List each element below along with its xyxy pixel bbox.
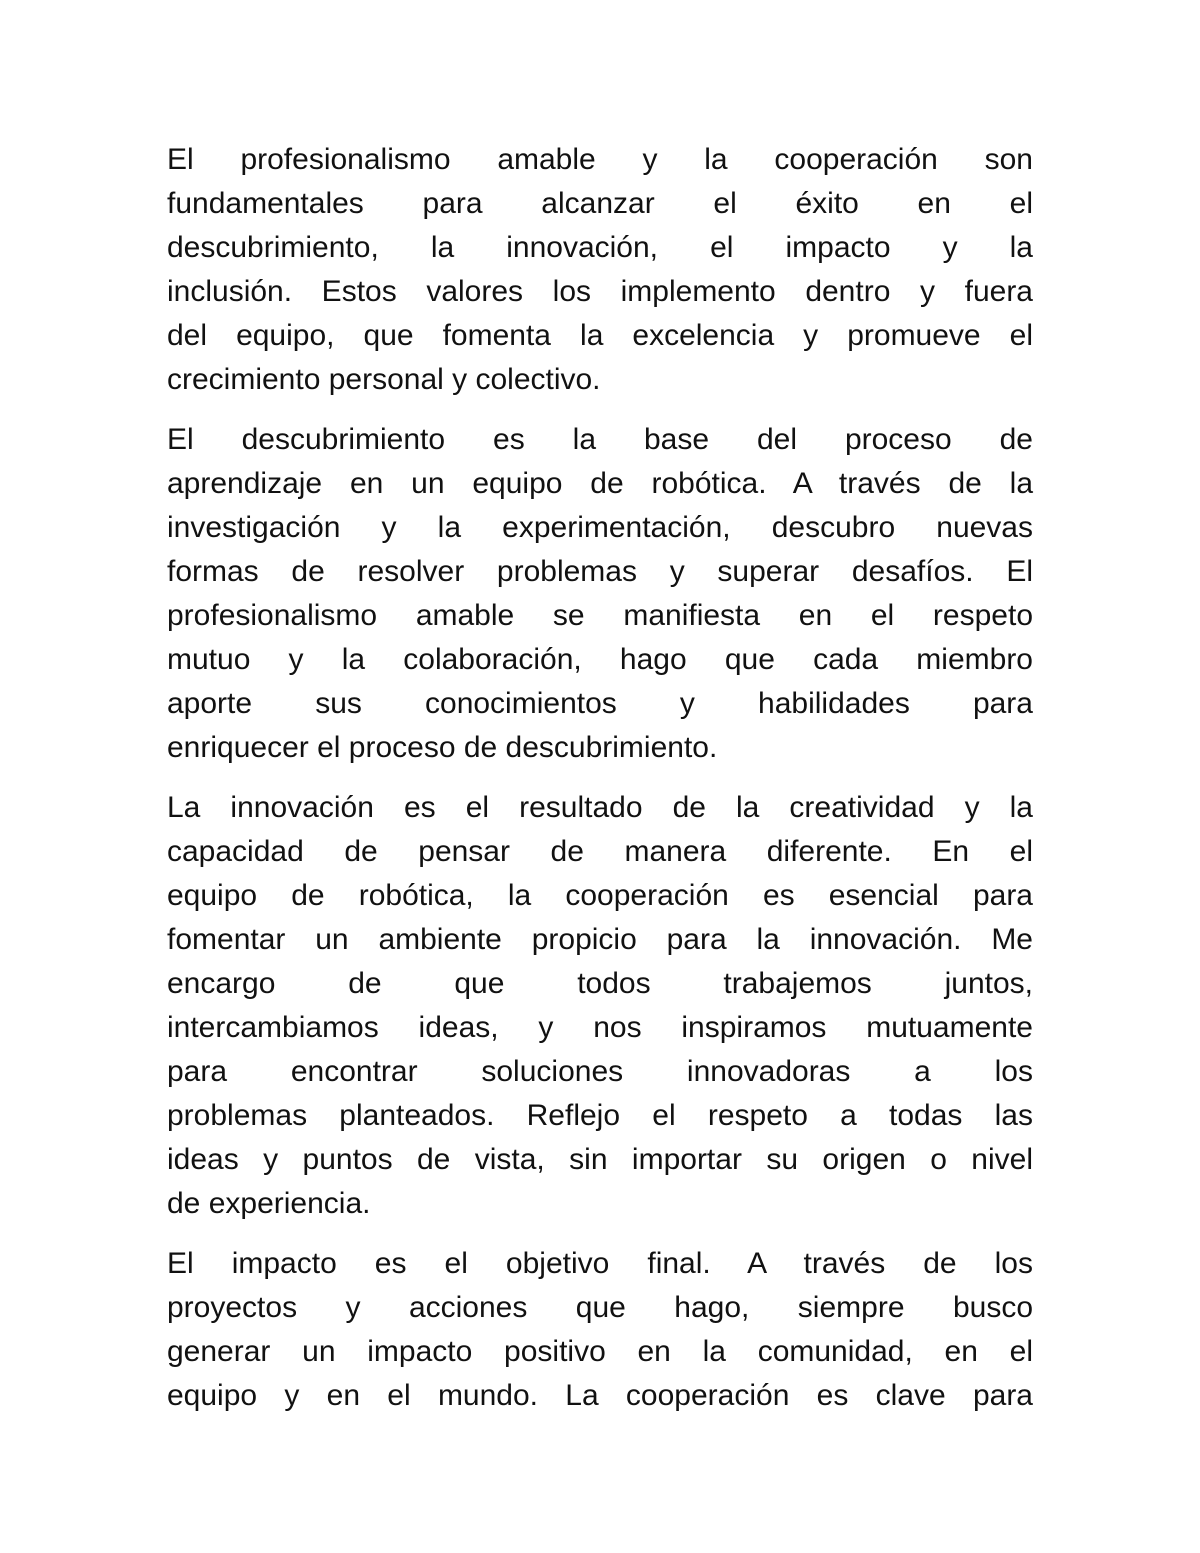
text-line: intercambiamos ideas, y nos inspiramos mutuamente: [167, 1011, 1033, 1044]
text-line: formas de resolver problemas y superar desafíos. El: [167, 555, 1033, 588]
text-line: ideas y puntos de vista, sin importar su origen o nivel: [167, 1143, 1033, 1176]
text-line: del equipo, que fomenta la excelencia y promueve el: [167, 319, 1033, 352]
text-line: El impacto es el objetivo final. A través de los: [167, 1247, 1033, 1280]
paragraph: [167, 1242, 1033, 1418]
document-page: [167, 138, 1033, 1434]
text-line: profesionalismo amable se manifiesta en el respeto: [167, 599, 1033, 632]
text-line: enriquecer el proceso de descubrimiento.: [167, 731, 718, 764]
text-line: equipo de robótica, la cooperación es esencial para: [167, 879, 1033, 912]
text-line: inclusión. Estos valores los implemento dentro y fuera: [167, 275, 1033, 308]
text-line: El descubrimiento es la base del proceso de: [167, 423, 1033, 456]
text-line: problemas planteados. Reflejo el respeto a todas las: [167, 1099, 1033, 1132]
text-line: aprendizaje en un equipo de robótica. A través de la: [167, 467, 1033, 500]
paragraph: [167, 786, 1033, 1226]
text-line: crecimiento personal y colectivo.: [167, 363, 601, 396]
text-line: El profesionalismo amable y la cooperación son: [167, 143, 1033, 176]
text-line: La innovación es el resultado de la creatividad y la: [167, 791, 1033, 824]
text-line: descubrimiento, la innovación, el impacto y la: [167, 231, 1033, 264]
text-line: mutuo y la colaboración, hago que cada miembro: [167, 643, 1033, 676]
text-line: equipo y en el mundo. La cooperación es clave para: [167, 1379, 1033, 1412]
text-line: fomentar un ambiente propicio para la innovación. Me: [167, 923, 1033, 956]
paragraph: [167, 418, 1033, 770]
text-line: de experiencia.: [167, 1187, 371, 1220]
paragraph: [167, 138, 1033, 402]
text-line: encargo de que todos trabajemos juntos,: [167, 967, 1033, 1000]
text-line: proyectos y acciones que hago, siempre busco: [167, 1291, 1033, 1324]
text-line: investigación y la experimentación, descubro nuevas: [167, 511, 1033, 544]
text-line: para encontrar soluciones innovadoras a los: [167, 1055, 1033, 1088]
text-line: fundamentales para alcanzar el éxito en el: [167, 187, 1033, 220]
text-line: aporte sus conocimientos y habilidades para: [167, 687, 1033, 720]
text-line: capacidad de pensar de manera diferente. En el: [167, 835, 1033, 868]
text-line: generar un impacto positivo en la comunidad, en el: [167, 1335, 1033, 1368]
